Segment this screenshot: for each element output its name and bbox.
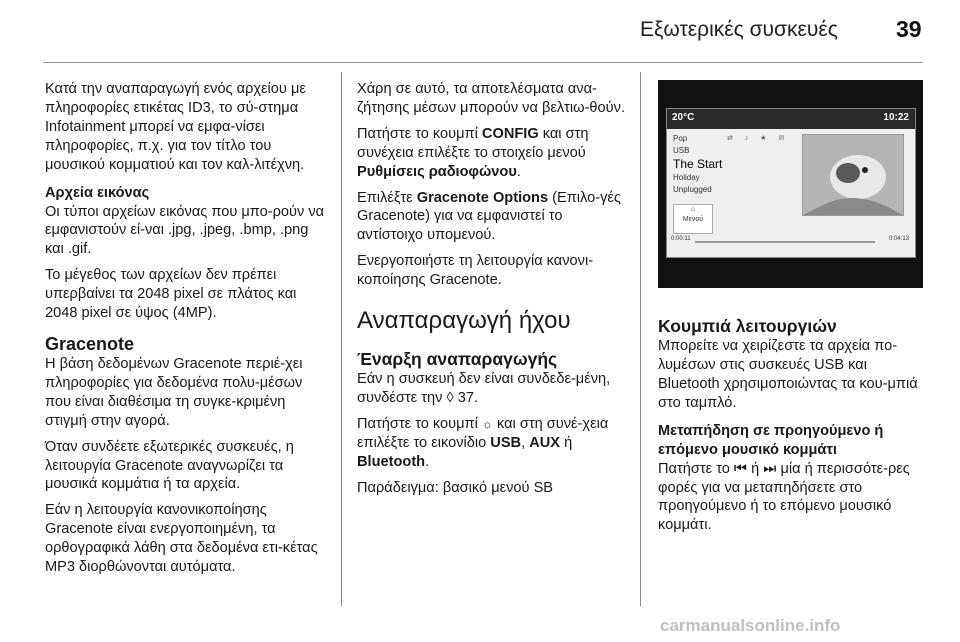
list-item-selected: The Start	[673, 157, 723, 171]
home-icon: ⌂	[690, 206, 696, 213]
normalization-paragraph: Ενεργοποιήστε τη λειτουργία κανονι-κοποίησης Gracenote.	[357, 253, 594, 289]
gracenote-paragraph-3: Εάν η λειτουργία κανονικοποίησης Gracenote είναι ενεργοποιημένη, τα ορθογραφικά λάθη στα δεδομένα ετι-κέτας MP3 διορθώνονται αυτόματα.	[45, 502, 318, 576]
header-divider	[43, 62, 923, 63]
previous-track-icon: ⏮	[733, 460, 748, 477]
list-item: USB	[673, 146, 690, 155]
page-number: 39	[896, 16, 922, 42]
menu-button[interactable]: ⌂ Μενού	[673, 204, 713, 234]
list-item: Pop	[673, 134, 688, 143]
column-1	[45, 80, 325, 584]
function-buttons-heading: Κουμπιά λειτουργιών	[658, 316, 837, 336]
image-files-heading: Αρχεία εικόνας	[45, 184, 150, 201]
home-icon: ☼	[481, 416, 493, 431]
page-title: Εξωτερικές συσκευές	[640, 18, 838, 41]
config-button-label: CONFIG	[481, 125, 539, 142]
radio-settings-label: Ρυθμίσεις ραδιοφώνου	[357, 163, 517, 180]
album-art	[802, 134, 904, 216]
gracenote-options-label: Gracenote Options	[416, 189, 549, 206]
audio-playback-heading: Αναπαραγωγή ήχου	[357, 307, 571, 335]
infotainment-screenshot	[658, 80, 923, 288]
aux-label: AUX	[529, 434, 561, 451]
example-caption: Παράδειγμα: βασικό μενού SB	[357, 479, 554, 496]
media-list	[673, 133, 722, 196]
image-types-paragraph: Οι τύποι αρχείων εικόνας που μπο-ρούν να εμφανιστούν εί-ναι .jpg, .jpeg, .bmp, .png και .gif.	[45, 203, 325, 258]
function-buttons-paragraph: Μπορείτε να χειρίζεστε τα αρχεία πο-λυμέσων στις συσκευές USB και Bluetooth χρησιμοποιώντας τα κου-μπιά στο ταμπλό.	[658, 338, 918, 411]
select-source-paragraph: Πατήστε το κουμπί ☼ και στη συνέ-χεια επιλέξτε το εικονίδιο USB, AUX ή Bluetooth.	[357, 415, 609, 470]
gracenote-paragraph-2: Όταν συνδέετε εξωτερικές συσκευές, η λειτουργία Gracenote αναγνωρίζει τα μουσικά κομμάτια ή τα αρχεία.	[45, 438, 294, 493]
status-bar	[667, 109, 915, 129]
temperature-readout: 20°C	[672, 112, 695, 123]
skip-track-paragraph: Πατήστε το ⏮ ή ⏭ μία ή περισσότε-ρες φορές για να μεταπηδήσετε στο προηγούμενο ή το επόμενο μουσικό κομμάτι.	[658, 460, 910, 534]
elapsed-time: 0:00:11	[671, 236, 691, 242]
image-size-paragraph: Το μέγεθος των αρχείων δεν πρέπει υπερβαίνει τα 2048 pixel σε πλάτος και 2048 pixel σε ύψος (4MP).	[45, 267, 297, 322]
start-playback-heading: Έναρξη αναπαραγωγής	[357, 349, 558, 370]
search-results-paragraph: Χάρη σε αυτό, τα αποτελέσματα ανα-ζήτησης μέσων μπορούν να βελτιω-θούν.	[357, 81, 625, 116]
watermark: carmanualsonline.info	[660, 616, 841, 635]
clock-readout: 10:22	[883, 112, 909, 123]
skip-track-heading: Μεταπήδηση σε προηγούμενο ή επόμενο μουσικό κομμάτι	[658, 422, 884, 458]
column-3	[658, 305, 928, 542]
gracenote-options-paragraph: Επιλέξτε Gracenote Options (Επιλο-γές Gracenote) για να εμφανιστεί το αντίστοιχο υπομενού.	[357, 189, 621, 244]
usb-label: USB	[490, 434, 522, 451]
gracenote-heading: Gracenote	[45, 333, 135, 354]
connect-device-paragraph: Εάν η συσκευή δεν είναι συνδεδε-μένη, συνδέστε την ◊ 37.	[357, 371, 611, 406]
next-track-icon: ⏭	[763, 460, 777, 477]
column-divider-1	[341, 72, 342, 606]
screen-display	[666, 108, 916, 258]
id3-paragraph: Κατά την αναπαραγωγή ενός αρχείου με πληροφορίες ετικέτας ID3, το σύ-στημα Infotainment μπορεί να εμφα-νίσει πληροφορίες, π.χ. για τον τίτλο του μουσικού κομματιού και τον καλ-λιτέχνη.	[45, 81, 306, 173]
page-reference: ◊ 37.	[446, 389, 479, 406]
status-icons: ⇄ ♪ ★ ✉	[727, 135, 790, 142]
total-time: 0:04:13	[888, 236, 909, 242]
list-item: Unplugged	[673, 185, 712, 194]
column-divider-2	[640, 72, 641, 606]
progress-bar[interactable]	[695, 241, 875, 243]
column-2	[357, 80, 627, 505]
list-item: Holiday	[673, 173, 700, 182]
config-paragraph: Πατήστε το κουμπί CONFIG και στη συνέχεια επιλέξτε το στοιχείο μενού Ρυθμίσεις ραδιοφώνου.	[357, 125, 589, 180]
bluetooth-label: Bluetooth	[357, 453, 426, 470]
gracenote-paragraph-1: Η βάση δεδομένων Gracenote περιέ-χει πληροφορίες για δεδομένα πολυ-μέσων που είναι διαθέσιμα τη συγκε-κριμένη στιγμή στην αγορά.	[45, 355, 303, 429]
